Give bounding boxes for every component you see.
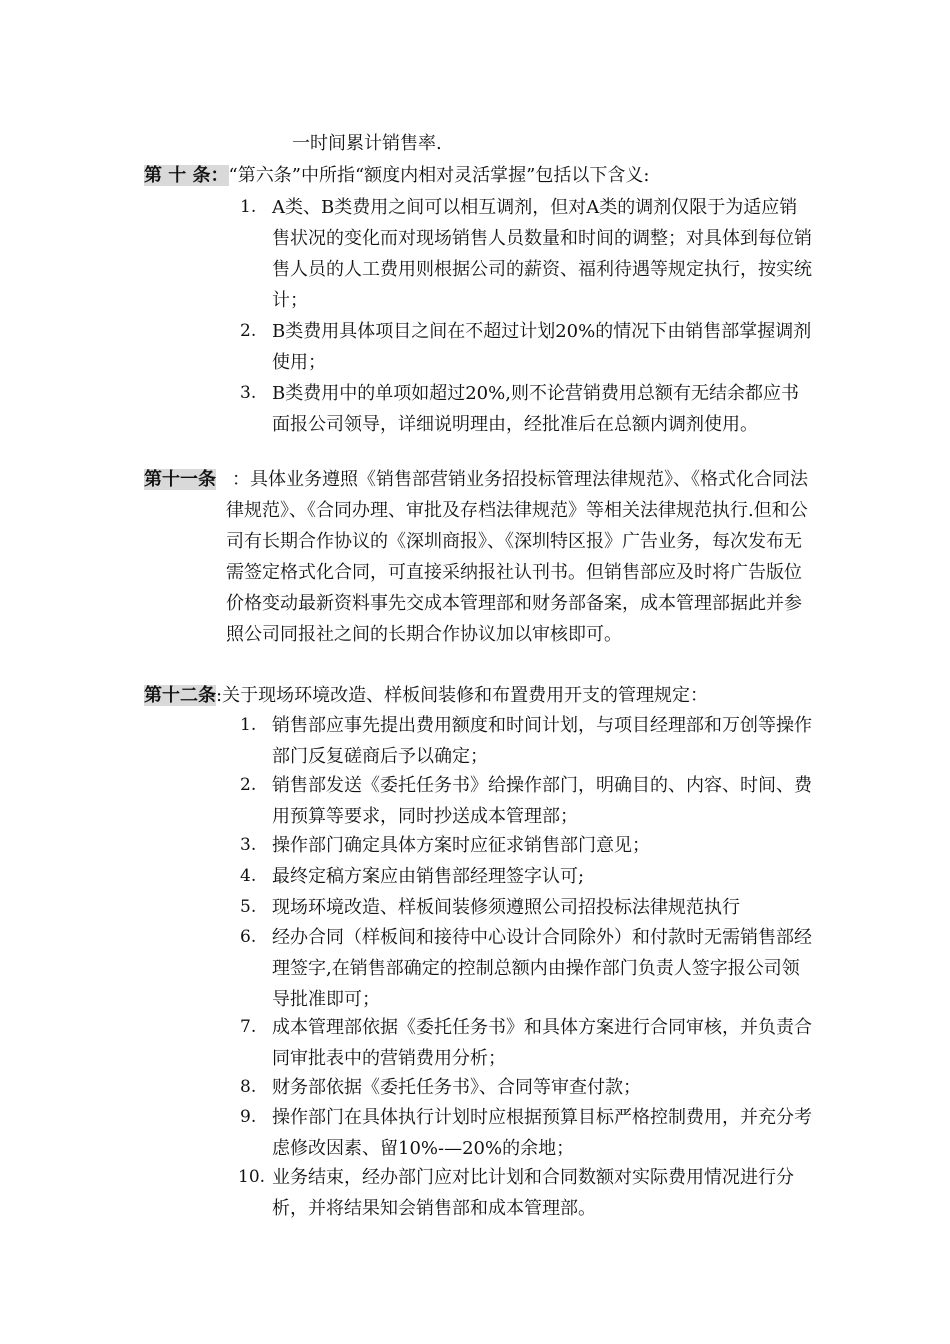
item-text: 业务结束，经办部门应对比计划和合同数额对实际费用情况进行分析，并将结果知会销售部和成本管理部。 xyxy=(272,1167,794,1219)
item-text: 经办合同（样板间和接待中心设计合同除外）和付款时无需销售部经理签字,在销售部确定的控制总额内由操作部门负责人签字报公司领导批准即可； xyxy=(272,927,812,1010)
item-text: 销售部发送《委托任务书》给操作部门，明确目的、内容、时间、费用预算等要求，同时抄送成本管理部； xyxy=(272,775,812,827)
item-number: 4. xyxy=(240,866,257,886)
item-text: 操作部门确定具体方案时应征求销售部门意见； xyxy=(272,835,650,856)
item-number: 2. xyxy=(240,775,257,795)
item-number: 2. xyxy=(240,321,257,341)
item-number: 1. xyxy=(240,715,257,735)
item-number: 6. xyxy=(240,927,257,947)
article-11-body: ：具体业务遵照《销售部营销业务招投标管理法律规范》、《格式化合同法律规范》、《合同办理、审批及存档法律规范》等相关法律规范执行.但和公司有长期合作协议的《深圳商报》、《深圳特区报》广告业务，每次发布无需签定格式化合同，可直接采纳报社认刊书。但销售部应及时将广告版位价格变动最新资料事先交成本管理部和财务部备案，成本管理部据此并参照公司同报社之间的长期合作协议加以审核即可。 xyxy=(226,469,808,645)
article-10-heading: 第 十 条： xyxy=(144,165,229,186)
item-number: 5. xyxy=(240,897,257,917)
article-11-heading: 第十一条 xyxy=(144,469,216,490)
item-number: 10. xyxy=(238,1167,266,1187)
article-10-intro: “第六条”中所指“额度内相对灵活掌握”包括以下含义: xyxy=(228,165,650,186)
item-text: 最终定稿方案应由销售部经理签字认可; xyxy=(272,866,585,887)
item-text: B类费用具体项目之间在不超过计划20%的情况下由销售部掌握调剂使用； xyxy=(272,321,812,373)
item-number: 1. xyxy=(240,197,257,217)
article-12-heading: 第十二条 xyxy=(144,685,216,706)
item-number: 7. xyxy=(240,1017,257,1037)
item-number: 3. xyxy=(240,383,257,403)
item-text: B类费用中的单项如超过20%,则不论营销费用总额有无结余都应书面报公司领导，详细说明理由，经批准后在总额内调剂使用。 xyxy=(272,383,799,435)
item-number: 8. xyxy=(240,1077,257,1097)
continuation-line: 一时间累计销售率. xyxy=(292,133,442,154)
item-text: 财务部依据《委托任务书》、合同等审查付款； xyxy=(272,1077,641,1098)
item-text: 成本管理部依据《委托任务书》和具体方案进行合同审核，并负责合同审批表中的营销费用分析； xyxy=(272,1017,812,1069)
item-text: 销售部应事先提出费用额度和时间计划，与项目经理部和万创等操作部门反复磋商后予以确定； xyxy=(272,715,812,767)
item-number: 9. xyxy=(240,1107,257,1127)
article-12-intro: :关于现场环境改造、样板间装修和布置费用开支的管理规定： xyxy=(216,685,709,706)
item-text: 现场环境改造、样板间装修须遵照公司招投标法律规范执行 xyxy=(272,897,740,918)
item-text: 操作部门在具体执行计划时应根据预算目标严格控制费用，并充分考虑修改因素、留10%-—20%的余地； xyxy=(272,1107,812,1159)
item-text: A类、B类费用之间可以相互调剂，但对A类的调剂仅限于为适应销售状况的变化而对现场销售人员数量和时间的调整；对具体到每位销售人员的人工费用则根据公司的薪资、福利待遇等规定执行，按实统计； xyxy=(272,197,812,311)
item-number: 3. xyxy=(240,835,257,855)
